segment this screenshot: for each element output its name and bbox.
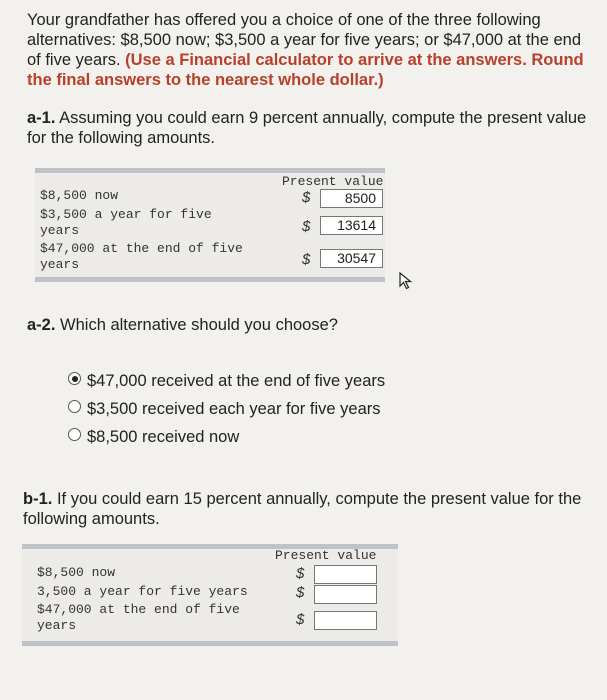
b1-row-label: $47,000 at the end of five years: [37, 602, 240, 633]
a2-option-label[interactable]: $3,500 received each year for five years: [87, 400, 381, 418]
a2-option-label[interactable]: $47,000 received at the end of five years: [87, 372, 386, 390]
intro-text: Your grandfather has offered you a choice of one of the three following alternatives: $8,500 now; $3,500 a year for five years; or $47,000 at the end of five years.: [27, 11, 582, 69]
b1-label: b-1.: [23, 490, 53, 508]
b1-question-text: If you could earn 15 percent annually, compute the present value for the following amounts.: [23, 490, 582, 528]
a1-row-label: $8,500 now: [40, 188, 119, 203]
a1-row-label: $47,000 at the end of five years: [40, 241, 243, 272]
b1-pv-input-lump-sum[interactable]: [314, 611, 377, 630]
b1-row-label: $8,500 now: [37, 565, 116, 580]
a1-pv-input-now[interactable]: 8500: [320, 189, 383, 208]
b1-column-header: Present value: [275, 548, 377, 563]
a2-question-text: Which alternative should you choose?: [60, 316, 338, 334]
b1-dollar-sign: $: [296, 565, 305, 582]
radio-button-selected[interactable]: [68, 372, 81, 385]
b1-row-label: 3,500 a year for five years: [37, 584, 248, 599]
b1-question: [23, 489, 603, 529]
a1-dollar-sign: $: [302, 251, 311, 268]
mouse-cursor-icon: [399, 272, 413, 290]
a2-question: [27, 315, 338, 335]
b1-table-bottom-bar: [22, 641, 398, 646]
a1-column-header: Present value: [282, 174, 384, 189]
a2-option-label[interactable]: $8,500 received now: [87, 428, 240, 446]
a1-pv-input-annuity[interactable]: 13614: [320, 216, 383, 235]
intro-instruction: (Use a Financial calculator to arrive at the answers. Round the final answers to the nearest whole dollar.): [27, 51, 584, 89]
b1-pv-input-annuity[interactable]: [314, 585, 377, 604]
a1-table-top-bar: [35, 168, 385, 173]
a1-question: [27, 108, 605, 148]
radio-button[interactable]: [68, 400, 81, 413]
b1-dollar-sign: $: [296, 584, 305, 601]
a1-row-label: $3,500 a year for five years: [40, 207, 212, 238]
a2-label: a-2.: [27, 316, 56, 334]
a1-pv-input-lump-sum[interactable]: 30547: [320, 249, 383, 268]
a1-table-bottom-bar: [35, 277, 385, 282]
a1-label: a-1.: [27, 109, 56, 127]
b1-pv-input-now[interactable]: [314, 565, 377, 584]
a1-dollar-sign: $: [302, 189, 311, 206]
a1-dollar-sign: $: [302, 218, 311, 235]
intro-paragraph: [27, 10, 597, 90]
radio-button[interactable]: [68, 428, 81, 441]
a1-question-text: Assuming you could earn 9 percent annually, compute the present value for the following amounts.: [27, 109, 587, 147]
b1-dollar-sign: $: [296, 611, 305, 628]
